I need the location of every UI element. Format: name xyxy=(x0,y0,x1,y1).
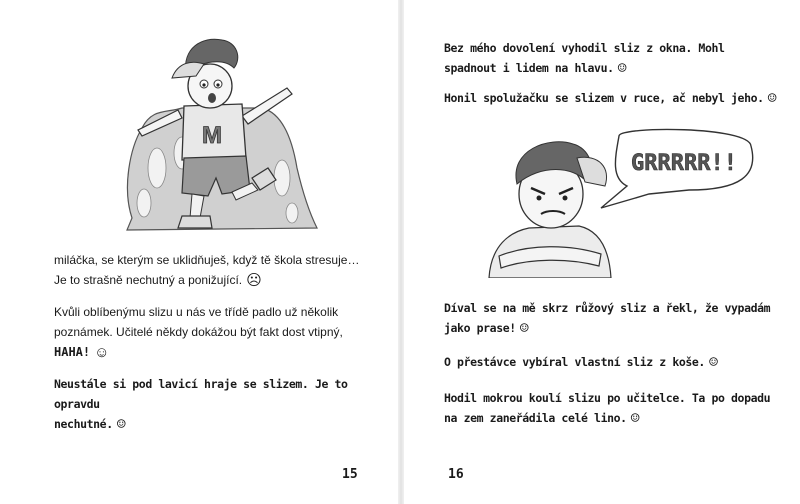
shirt-letter: M xyxy=(202,122,222,149)
smile-emoji-icon: ☺ xyxy=(617,59,627,77)
text-line: Bez mého dovolení vyhodil sliz z okna. Mohl xyxy=(444,41,725,55)
angry-boy-illustration xyxy=(469,128,759,278)
left-paragraph-2 xyxy=(54,302,343,363)
right-paragraph-5 xyxy=(444,388,770,428)
text-line: Hodil mokrou koulí slizu po učitelce. Ta po dopadu xyxy=(444,391,771,405)
text-line xyxy=(54,270,359,291)
smile-emoji-icon: ☺ xyxy=(708,353,718,371)
left-paragraph-1 xyxy=(54,250,359,291)
text-line-content: nechutné. xyxy=(54,417,113,431)
right-page xyxy=(404,0,800,504)
right-paragraph-2 xyxy=(444,88,776,108)
text-line xyxy=(444,408,770,428)
text-line-content: Je to strašně nechutný a ponižující. xyxy=(54,273,243,287)
text-line: miláčka, se kterým se uklidňuješ, když tě škola stresuje… xyxy=(54,253,360,267)
text-line xyxy=(444,58,725,78)
text-line: Neustále si pod lavicí hraje se slizem. Je to opravdu xyxy=(54,377,348,411)
speech-bubble-text: GRRRRR!! xyxy=(631,151,737,176)
smile-emoji-icon: ☺ xyxy=(630,409,640,427)
haha-text: HAHA! xyxy=(54,345,91,359)
page-number-left: 15 xyxy=(342,467,358,482)
boy-on-slime-illustration xyxy=(112,18,322,236)
text-line-content: spadnout i lidem na hlavu. xyxy=(444,61,614,75)
frown-emoji-icon: ☹ xyxy=(246,272,262,289)
text-line-content: jako prase! xyxy=(444,321,516,335)
text-line: poznámek. Učitelé někdy dokážou být fakt dost vtipný, xyxy=(54,325,343,339)
text-line-content: Honil spolužačku se slizem v ruce, ač nebyl jeho. xyxy=(444,91,764,105)
text-line: Díval se na mě skrz růžový sliz a řekl, že vypadám xyxy=(444,301,771,315)
text-line xyxy=(54,414,398,434)
right-paragraph-4 xyxy=(444,352,718,372)
text-line xyxy=(444,318,770,338)
left-paragraph-3 xyxy=(54,374,398,434)
left-page xyxy=(0,0,398,504)
right-paragraph-3 xyxy=(444,298,770,338)
smile-emoji-icon: ☺ xyxy=(519,319,529,337)
text-line-content: na zem zaneřádila celé lino. xyxy=(444,411,627,425)
right-paragraph-1 xyxy=(444,38,725,78)
text-line-content: O přestávce vybíral vlastní sliz z koše. xyxy=(444,355,705,369)
page-number-right: 16 xyxy=(448,467,464,482)
smile-emoji-icon: ☺ xyxy=(94,344,110,361)
text-line xyxy=(54,342,343,363)
text-line xyxy=(444,352,718,372)
text-line: Kvůli oblíbenýmu slizu u nás ve třídě padlo už několik xyxy=(54,305,339,319)
smile-emoji-icon: ☺ xyxy=(767,89,777,107)
text-line xyxy=(444,88,776,108)
smile-emoji-icon: ☺ xyxy=(116,415,126,433)
